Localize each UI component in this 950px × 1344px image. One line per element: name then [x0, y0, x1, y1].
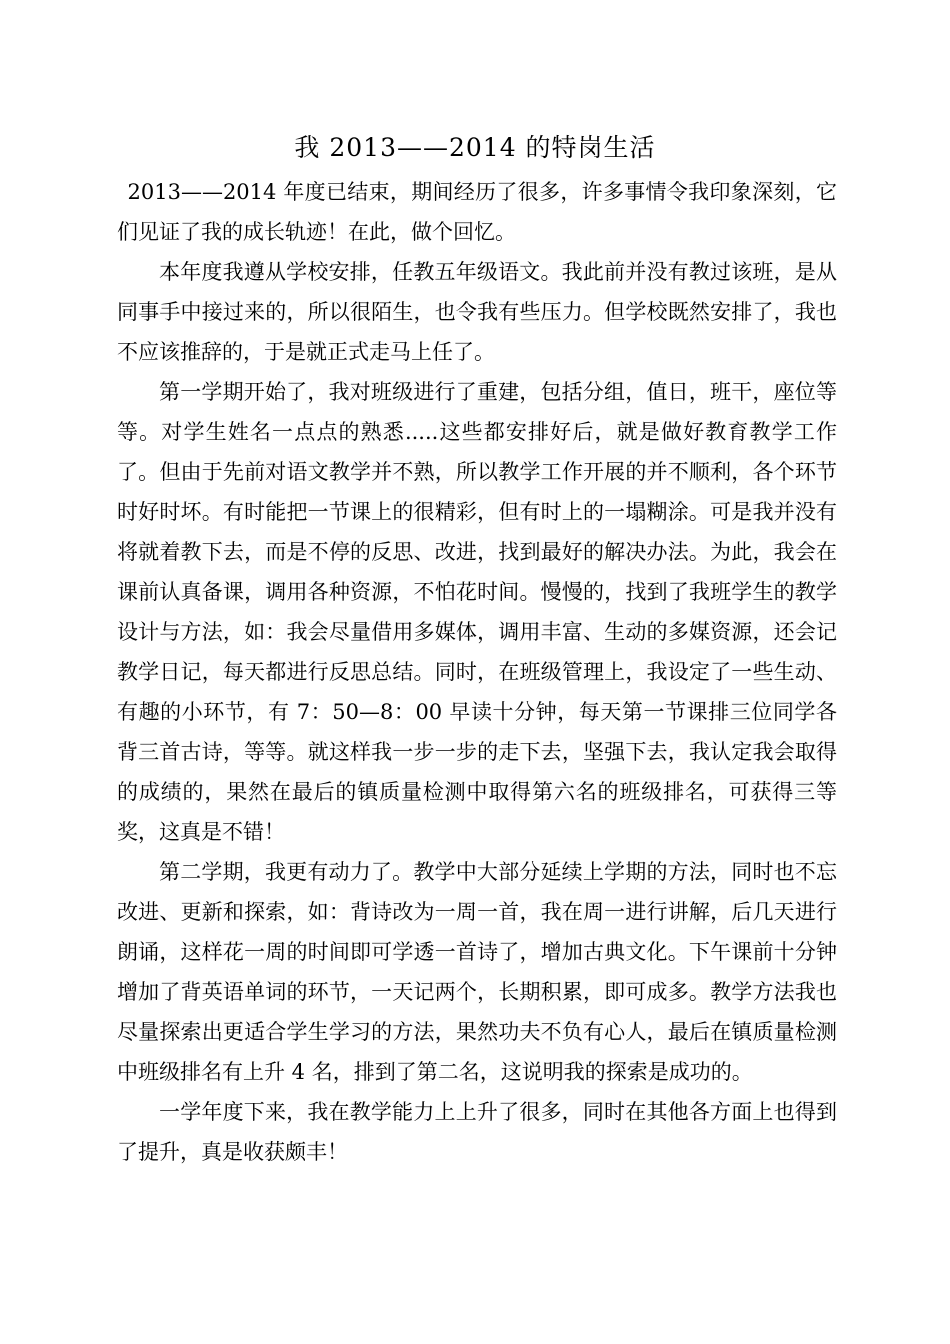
paragraph-assignment: 本年度我遵从学校安排，任教五年级语文。我此前并没有教过该班，是从同事手中接过来的，所以很陌生，也令我有些压力。但学校既然安排了，我也不应该推辞的，于是就正式走马上任了。: [117, 260, 837, 364]
document-body: [117, 172, 837, 1172]
paragraph-first-semester: 第一学期开始了，我对班级进行了重建，包括分组，值日，班干，座位等等。对学生姓名一点点的熟悉.....这些都安排好后，就是做好教育教学工作了。但由于先前对语文教学并不熟，所以教学工作开展的并不顺利，各个环节时好时坏。有时能把一节课上的很精彩，但有时上的一塌糊涂。可是我并没有将就着教下去，而是不停的反思、改进，找到最好的解决办法。为此，我会在课前认真备课，调用各种资源，不怕花时间。慢慢的，找到了我班学生的教学设计与方法，如：我会尽量借用多媒体，调用丰富、生动的多媒资源，还会记教学日记，每天都进行反思总结。同时，在班级管理上，我设定了一些生动、有趣的小环节，有 7：50—8：00 早读十分钟，每天第一节课排三位同学各背三首古诗，等等。就这样我一步一步的走下去，坚强下去，我认定我会取得的成绩的，果然在最后的镇质量检测中取得第六名的班级排名，可获得三等奖，这真是不错！: [117, 380, 837, 844]
paragraph-conclusion: 一学年度下来，我在教学能力上上升了很多，同时在其他各方面上也得到了提升，真是收获颇丰！: [117, 1100, 837, 1164]
paragraph-intro: 2013——2014 年度已结束，期间经历了很多，许多事情令我印象深刻，它们见证了我的成长轨迹！在此，做个回忆。: [117, 180, 837, 244]
paragraph-second-semester: 第二学期，我更有动力了。教学中大部分延续上学期的方法，同时也不忘改进、更新和探索，如：背诗改为一周一首，我在周一进行讲解，后几天进行朗诵，这样花一周的时间即可学透一首诗了，增加古典文化。下午课前十分钟增加了背英语单词的环节，一天记两个，长期积累，即可成多。教学方法我也尽量探索出更适合学生学习的方法，果然功夫不负有心人，最后在镇质量检测中班级排名有上升 4 名，排到了第二名，这说明我的探索是成功的。: [117, 860, 837, 1084]
document-title: 我 2013——2014 的特岗生活: [294, 133, 656, 162]
